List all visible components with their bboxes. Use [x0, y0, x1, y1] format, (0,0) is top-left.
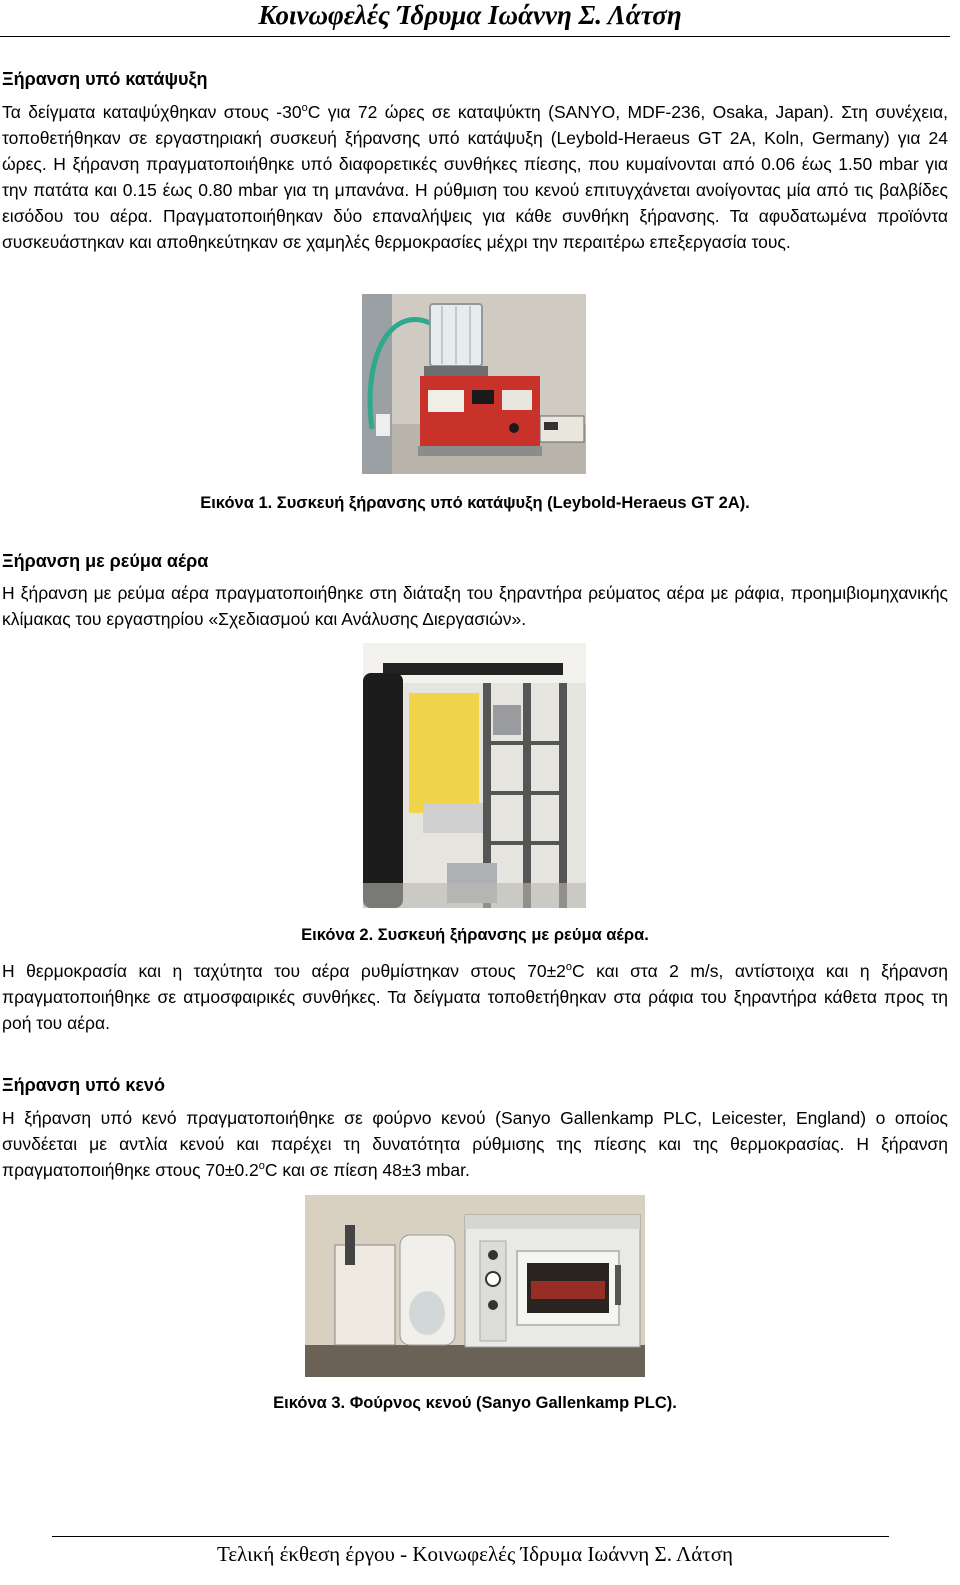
figure-3-vacuum-oven-photo	[305, 1195, 645, 1377]
figure-1-caption: Εικόνα 1. Συσκευή ξήρανσης υπό κατάψυξη (Leybold-Heraeus GT 2A).	[200, 494, 750, 512]
section-heading-vacuum-drying: Ξήρανση υπό κενό	[2, 1075, 165, 1095]
header-divider	[0, 36, 950, 37]
figure-3-caption: Εικόνα 3. Φούρνος κενού (Sanyo Gallenkamp PLC).	[273, 1394, 677, 1412]
section-heading-freeze-drying: Ξήρανση υπό κατάψυξη	[2, 69, 208, 89]
section-heading-air-drying: Ξήρανση με ρεύμα αέρα	[2, 551, 209, 571]
figure-1-freeze-dryer-photo	[362, 294, 586, 474]
degree-superscript: o	[301, 102, 308, 115]
figure-2-air-dryer-photo	[363, 643, 586, 908]
paragraph-text: Η ξήρανση υπό κενό πραγματοποιήθηκε σε φούρνο κενού (Sanyo Gallenkamp PLC, Leicester, England) ο οποίος συνδέεται με αντλία κενού και παρέχει τη δυνατότητα ρύθμισης της πίεσης και της θερμοκρασίας. Η ξήρανση πραγματοποιήθηκε στους 70±0.2	[2, 1108, 948, 1180]
paragraph-freeze-drying	[2, 99, 948, 255]
paragraph-text: C για 72 ώρες σε καταψύκτη (SANYO, MDF-236, Osaka, Japan). Στη συνέχεια, τοποθετήθηκαν σε εργαστηριακή συσκευή ξήρανσης υπό κατάψυξη (Leybold-Heraeus GT 2A, Koln, Germany) για 24 ώρες. Η ξήρανση πραγματοποιήθηκε υπό διαφορετικές συνθήκες πίεσης, που κυμαίνονται από 0.06 έως 1.50 mbar για την πατάτα και 0.15 έως 0.80 mbar για τη μπανάνα. Η ρύθμιση του κενού επιτυγχάνεται ανοίγοντας μία από τις βαλβίδες εισόδου του αέρα. Πραγματοποιήθηκαν δύο επαναλήψεις για κάθε συνθήκη ξήρανσης. Τα αφυδατωμένα προϊόντα συσκευάστηκαν και αποθηκεύτηκαν σε χαμηλές θερμοκρασίες μέχρι την περαιτέρω επεξεργασία τους.	[2, 102, 949, 252]
paragraph-text: C και σε πίεση 48±3 mbar.	[264, 1160, 470, 1180]
paragraph-vacuum-drying	[2, 1105, 948, 1183]
page-header-title: Κοινωφελές Ίδρυμα Ιωάννη Σ. Λάτση	[258, 0, 682, 30]
figure-2-caption: Εικόνα 2. Συσκευή ξήρανσης με ρεύμα αέρα.	[301, 926, 649, 944]
page-footer: Τελική έκθεση έργου - Κοινωφελές Ίδρυμα Ιωάννη Σ. Λάτση	[216, 1542, 734, 1566]
paragraph-text: Τα δείγματα καταψύχθηκαν στους -30	[2, 102, 302, 122]
paragraph-air-drying: Η ξήρανση με ρεύμα αέρα πραγματοποιήθηκε στη διάταξη του ξηραντήρα ρεύματος αέρα με ράφια, προημιβιομηχανικής κλίμακας του εργαστηρίου «Σχεδιασμού και Ανάλυσης Διεργασιών».	[2, 583, 948, 629]
paragraph-text: C και στα 2 m/s, αντίστοιχα και η ξήρανση πραγματοποιήθηκε σε ατμοσφαιρικές συνθήκες. Τα δείγματα τοποθετήθηκαν στα ράφια του ξηραντήρα κάθετα προς τη ροή του αέρα.	[2, 961, 948, 1033]
paragraph-text: Η θερμοκρασία και η ταχύτητα του αέρα ρυθμίστηκαν στους 70±2	[2, 961, 566, 981]
paragraph-air-conditions	[2, 958, 948, 1036]
degree-superscript: o	[565, 961, 573, 974]
degree-superscript: o	[258, 1160, 265, 1173]
footer-divider	[52, 1536, 889, 1537]
